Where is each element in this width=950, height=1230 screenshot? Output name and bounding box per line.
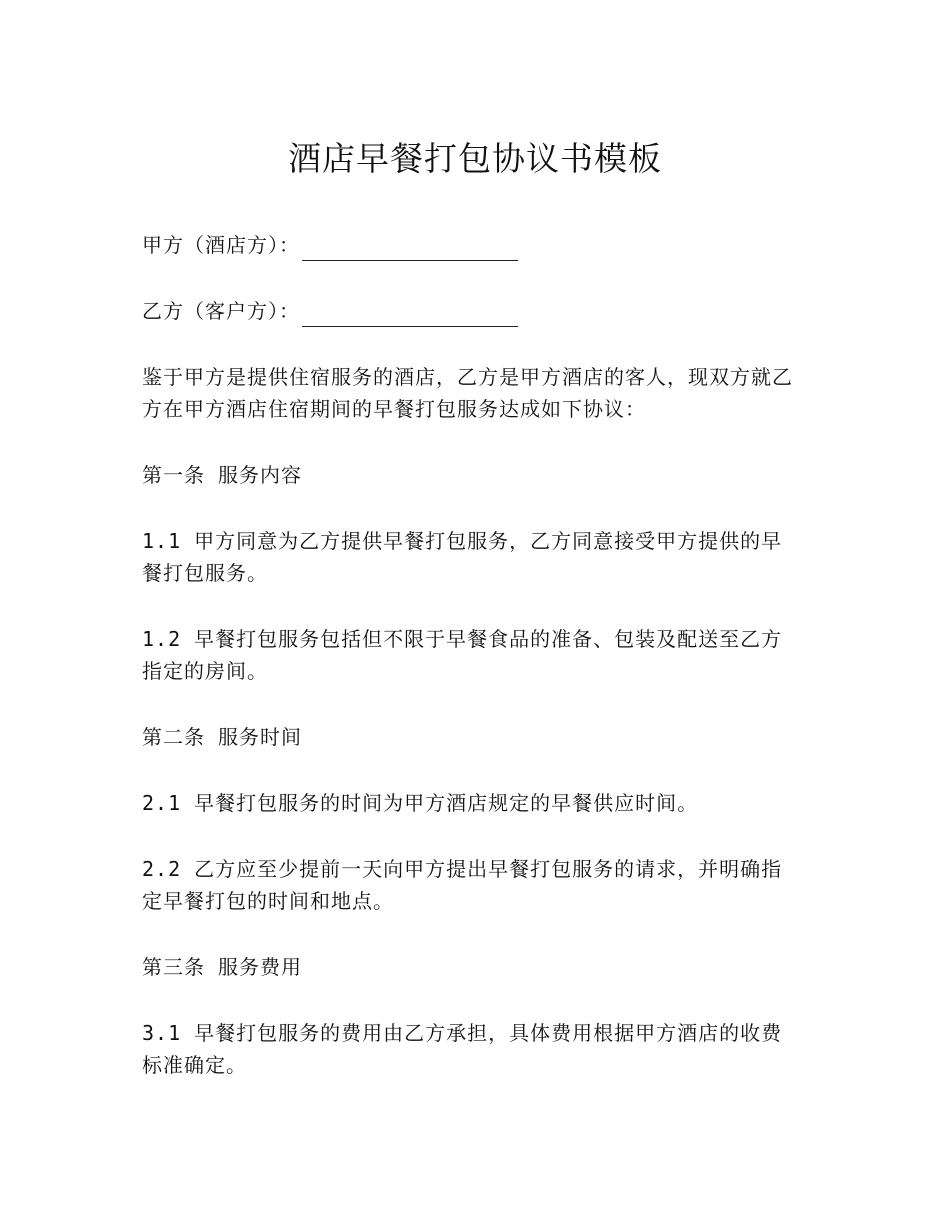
clause-3-1: 3.1 早餐打包服务的费用由乙方承担，具体费用根据甲方酒店的收费标准确定。 (142, 1021, 783, 1077)
party-b-blank (302, 304, 518, 327)
intro-paragraph: 鉴于甲方是提供住宿服务的酒店，乙方是甲方酒店的客人，现双方就乙方在甲方酒店住宿期间的早餐打包服务达成如下协议： (142, 365, 793, 421)
party-b-label: 乙方（客户方）： (142, 299, 300, 323)
party-a-line (142, 229, 802, 261)
document-title: 酒店早餐打包协议书模板 (288, 139, 662, 178)
clause-2-1: 2.1 早餐打包服务的时间为甲方酒店规定的早餐供应时间。 (142, 791, 699, 815)
clause-2-2: 2.2 乙方应至少提前一天向甲方提出早餐打包服务的请求，并明确指定早餐打包的时间和地点。 (142, 857, 783, 913)
party-a-blank (302, 238, 518, 261)
document-body (142, 229, 802, 1115)
section-3-heading: 第三条 服务费用 (142, 955, 303, 979)
party-a-label: 甲方（酒店方）： (142, 233, 300, 257)
section-1-heading: 第一条 服务内容 (142, 463, 303, 487)
clause-1-2: 1.2 早餐打包服务包括但不限于早餐食品的准备、包装及配送至乙方指定的房间。 (142, 627, 783, 683)
party-b-line (142, 295, 802, 327)
section-2-heading: 第二条 服务时间 (142, 725, 303, 749)
clause-1-1: 1.1 甲方同意为乙方提供早餐打包服务，乙方同意接受甲方提供的早餐打包服务。 (142, 529, 783, 585)
